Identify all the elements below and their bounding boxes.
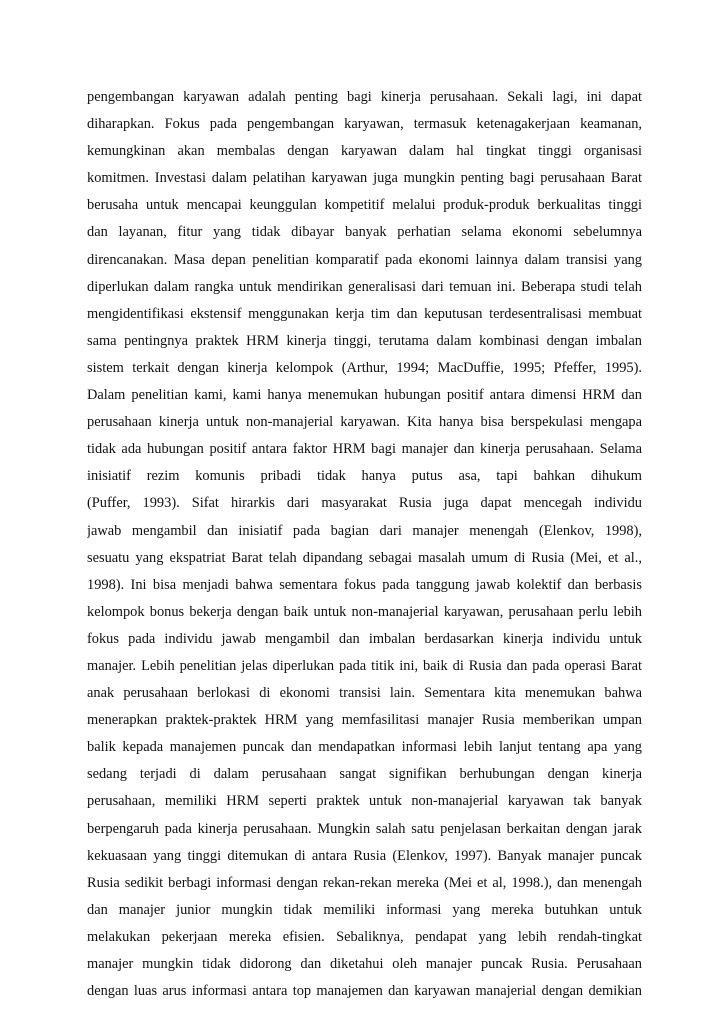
- text-line: sedang terjadi di dalam perusahaan sangat signifikan berhubungan dengan kinerja: [87, 766, 642, 783]
- text-line: mengidentifikasi ekstensif menggunakan kerja tim dan keputusan terdesentralisasi membuat: [87, 305, 642, 322]
- text-line: kemungkinan akan membalas dengan karyawan dalam hal tingkat tinggi organisasi: [87, 143, 642, 160]
- text-line: kekuasaan yang tinggi ditemukan di antara Rusia (Elenkov, 1997). Banyak manajer puncak: [87, 847, 642, 864]
- text-line: dan manajer junior mungkin tidak memiliki informasi yang mereka butuhkan untuk: [87, 901, 642, 918]
- text-line: berusaha untuk mencapai keunggulan kompetitif melalui produk-produk berkualitas tinggi: [87, 197, 642, 214]
- body-paragraph: [87, 84, 642, 1005]
- text-line: manajer mungkin tidak didorong dan diketahui oleh manajer puncak Rusia. Perusahaan: [87, 956, 642, 972]
- text-line: pengembangan karyawan adalah penting bagi kinerja perusahaan. Sekali lagi, ini dapat: [87, 89, 642, 105]
- text-line: direncanakan. Masa depan penelitian komparatif pada ekonomi lainnya dalam transisi yang: [87, 251, 642, 268]
- text-line: Dalam penelitian kami, kami hanya menemukan hubungan positif antara dimensi HRM dan: [87, 387, 642, 404]
- text-line: sesuatu yang ekspatriat Barat telah dipandang sebagai masalah umum di Rusia (Mei, et al.,: [87, 549, 642, 566]
- text-line: sama pentingnya praktek HRM kinerja tinggi, terutama dalam kombinasi dengan imbalan: [87, 332, 642, 349]
- text-line: dengan luas arus informasi antara top manajemen dan karyawan manajerial dengan demikian: [87, 983, 642, 1000]
- text-line: kelompok bonus bekerja dengan baik untuk non-manajerial karyawan, perusahaan perlu lebih: [87, 603, 642, 620]
- text-line: diperlukan dalam rangka untuk mendirikan generalisasi dari temuan ini. Beberapa studi telah: [87, 278, 642, 295]
- text-line: diharapkan. Fokus pada pengembangan karyawan, termasuk ketenagakerjaan keamanan,: [87, 116, 642, 133]
- text-line: Rusia sedikit berbagi informasi dengan rekan-rekan mereka (Mei et al, 1998.), dan menengah: [87, 874, 642, 891]
- text-line: (Puffer, 1993). Sifat hirarkis dari masyarakat Rusia juga dapat mencegah individu: [87, 495, 642, 512]
- text-line: anak perusahaan berlokasi di ekonomi transisi lain. Sementara kita menemukan bahwa: [87, 685, 642, 702]
- text-line: komitmen. Investasi dalam pelatihan karyawan juga mungkin penting bagi perusahaan Barat: [87, 170, 642, 187]
- text-line: 1998). Ini bisa menjadi bahwa sementara fokus pada tanggung jawab kolektif dan berbasis: [87, 576, 642, 593]
- text-line: perusahaan, memiliki HRM seperti praktek untuk non-manajerial karyawan tak banyak: [87, 793, 642, 810]
- text-line: fokus pada individu jawab mengambil dan imbalan berdasarkan kinerja individu untuk: [87, 630, 642, 647]
- text-line: tidak ada hubungan positif antara faktor HRM bagi manajer dan kinerja perusahaan. Selama: [87, 441, 642, 458]
- text-line: perusahaan kinerja untuk non-manajerial karyawan. Kita hanya bisa berspekulasi mengapa: [87, 414, 642, 431]
- text-line: sistem terkait dengan kinerja kelompok (Arthur, 1994; MacDuffie, 1995; Pfeffer, 1995).: [87, 359, 642, 376]
- text-line: berpengaruh pada kinerja perusahaan. Mungkin salah satu penjelasan berkaitan dengan jarak: [87, 820, 642, 837]
- text-line: dan layanan, fitur yang tidak dibayar banyak perhatian selama ekonomi sebelumnya: [87, 224, 642, 241]
- text-line: jawab mengambil dan inisiatif pada bagian dari manajer menengah (Elenkov, 1998),: [87, 522, 642, 539]
- text-line: menerapkan praktek-praktek HRM yang memfasilitasi manajer Rusia memberikan umpan: [87, 712, 642, 729]
- text-line: balik kepada manajemen puncak dan mendapatkan informasi lebih lanjut tentang apa yang: [87, 739, 642, 756]
- text-line: manajer. Lebih penelitian jelas diperlukan pada titik ini, baik di Rusia dan pada operasi Barat: [87, 657, 642, 674]
- text-line: melakukan pekerjaan mereka efisien. Sebaliknya, pendapat yang lebih rendah-tingkat: [87, 928, 642, 945]
- text-line: inisiatif rezim komunis pribadi tidak hanya putus asa, tapi bahkan dihukum: [87, 468, 642, 485]
